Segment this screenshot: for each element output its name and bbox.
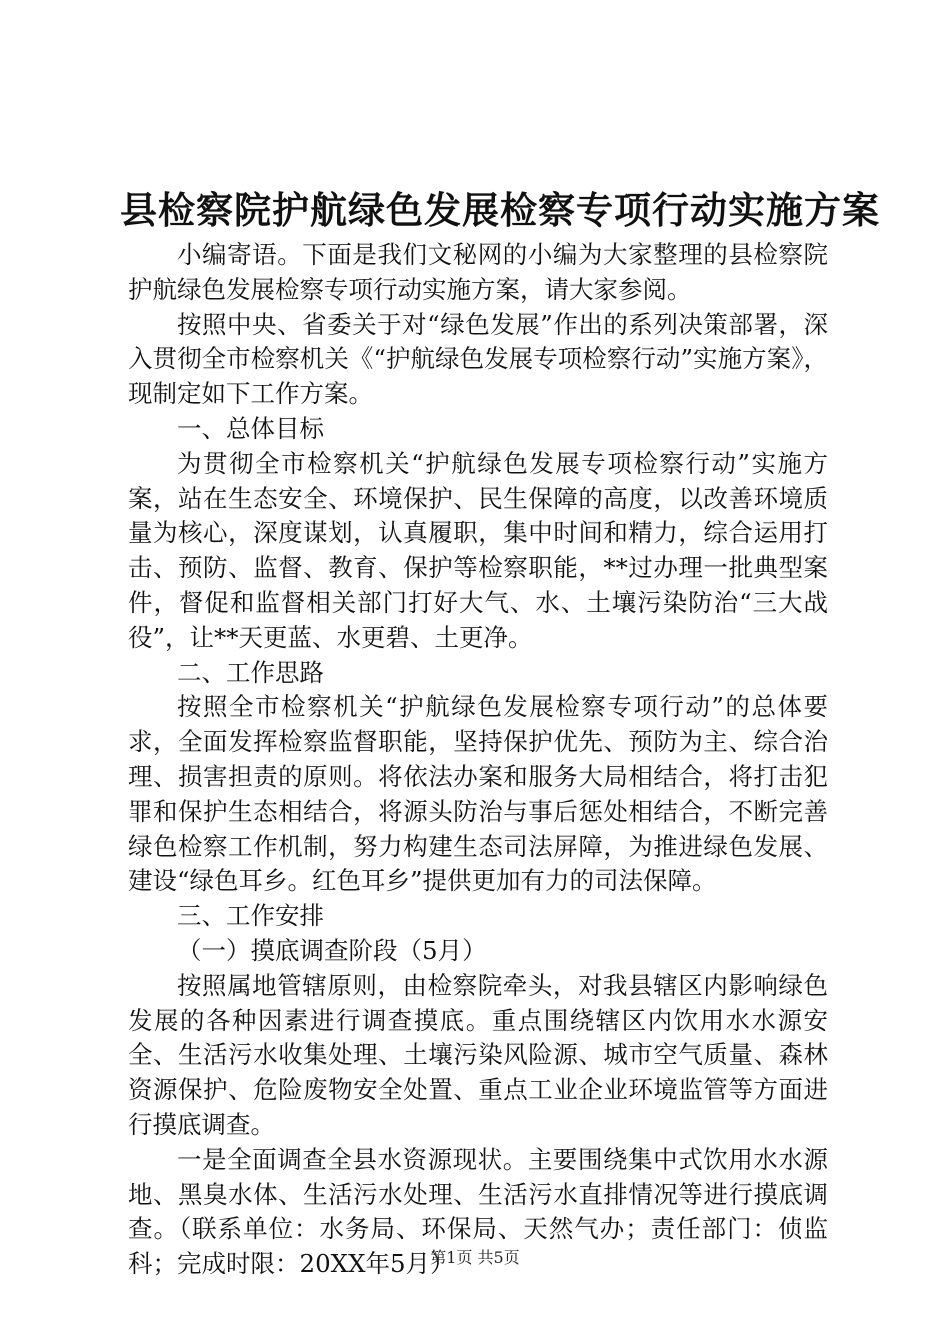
section-heading-work-arrangement: 三、工作安排	[177, 901, 324, 931]
document-body	[128, 238, 828, 1282]
intro-paragraph: 小编寄语。下面是我们文秘网的小编为大家整理的县检察院护航绿色发展检察专项行动实施方案，请大家参阅。	[128, 240, 828, 304]
section-heading-work-approach: 二、工作思路	[177, 657, 324, 687]
water-survey-paragraph: 一是全面调查全县水资源现状。主要围绕集中式饮用水水源地、黑臭水体、生活污水处理、生活污水直排情况等进行摸底调查。（联系单位：水务局、环保局、天然气办；责任部门：侦监科；完成时限：20XX年5月）	[128, 1144, 828, 1279]
document-title: 县检察院护航绿色发展检察专项行动实施方案	[120, 188, 880, 232]
section-heading-overall-goal: 一、总体目标	[177, 413, 324, 443]
overall-goal-paragraph: 为贯彻全市检察机关“护航绿色发展专项检察行动”实施方案，站在生态安全、环境保护、民生保障的高度，以改善环境质量为核心，深度谋划，认真履职，集中时间和精力，综合运用打击、预防、监督、教育、保护等检察职能，**过办理一批典型案件，督促和监督相关部门打好大气、水、土壤污染防治“三大战役”，让**天更蓝、水更碧、土更净。	[128, 448, 828, 652]
survey-stage-paragraph: 按照属地管辖原则，由检察院牵头，对我县辖区内影响绿色发展的各种因素进行调查摸底。重点围绕辖区内饮用水水源安全、生活污水收集处理、土壤污染风险源、城市空气质量、森林资源保护、危险废物安全处置、重点工业企业环境监管等方面进行摸底调查。	[128, 970, 828, 1139]
page-number-footer: 第1页 共5页	[430, 1248, 520, 1267]
work-approach-paragraph: 按照全市检察机关“护航绿色发展检察专项行动”的总体要求，全面发挥检察监督职能，坚持保护优先、预防为主、综合治理、损害担责的原则。将依法办案和服务大局相结合，将打击犯罪和保护生态相结合，将源头防治与事后惩处相结合，不断完善绿色检察工作机制，努力构建生态司法屏障，为推进绿色发展、建设“绿色耳乡。红色耳乡”提供更加有力的司法保障。	[128, 692, 828, 896]
subsection-heading-survey-stage: （一）摸底调查阶段（5月）	[177, 935, 487, 965]
preamble-paragraph: 按照中央、省委关于对“绿色发展”作出的系列决策部署，深入贯彻全市检察机关《“护航绿色发展专项检察行动”实施方案》，现制定如下工作方案。	[128, 309, 828, 409]
